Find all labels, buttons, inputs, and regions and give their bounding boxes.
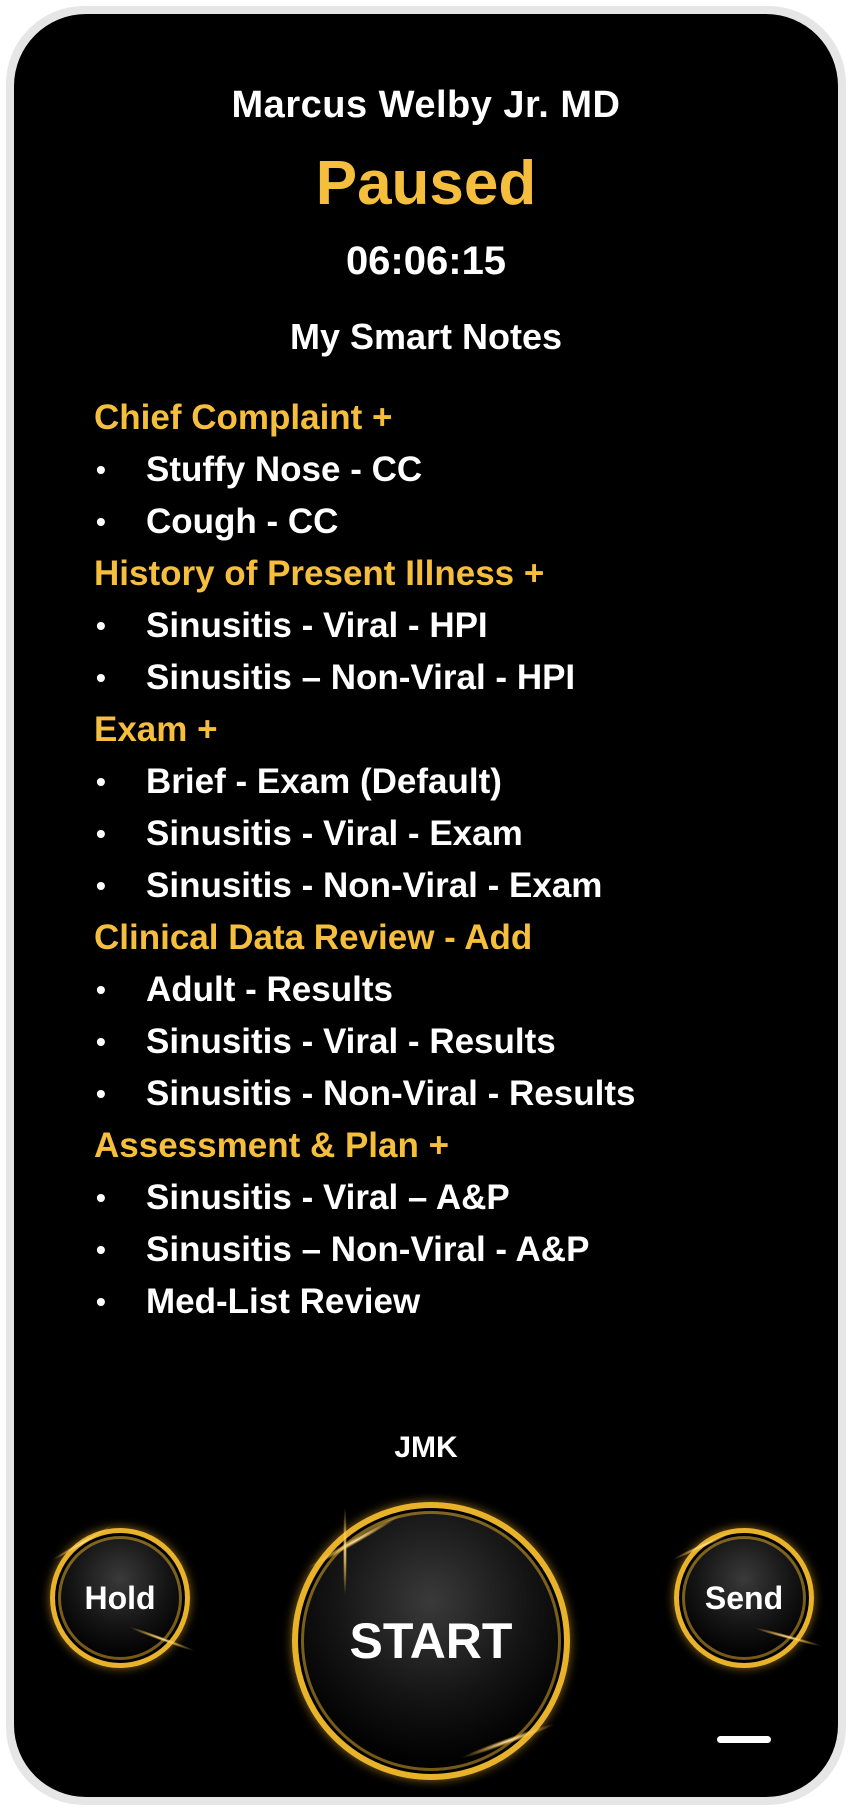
note-item[interactable]	[94, 1276, 814, 1328]
note-item-label: Sinusitis - Non-Viral - Exam	[146, 866, 603, 905]
bullet-icon: •	[96, 1078, 106, 1109]
note-item-label: Sinusitis – Non-Viral - HPI	[146, 658, 576, 697]
app-screen	[14, 14, 838, 1797]
bullet-icon: •	[96, 1026, 106, 1057]
section-heading-clinical-data-review[interactable]: Clinical Data Review - Add	[94, 918, 533, 957]
bullet-icon: •	[96, 1234, 106, 1265]
note-item-label: Sinusitis - Non-Viral - Results	[146, 1074, 636, 1113]
phone-frame	[6, 6, 846, 1805]
bullet-icon: •	[96, 454, 106, 485]
start-button[interactable]	[292, 1502, 570, 1780]
note-item-label: Sinusitis - Viral - HPI	[146, 606, 488, 645]
bullet-icon: •	[96, 1182, 106, 1213]
section-heading-assessment-plan[interactable]: Assessment & Plan +	[94, 1126, 450, 1165]
note-item[interactable]	[94, 1224, 814, 1276]
note-item-label: Sinusitis - Viral - Exam	[146, 814, 523, 853]
smart-notes-title: My Smart Notes	[289, 316, 563, 357]
note-item[interactable]	[94, 652, 814, 704]
sparkle-icon	[343, 1506, 347, 1596]
note-item-label: Med-List Review	[146, 1282, 421, 1321]
note-item-label: Sinusitis - Viral - Results	[146, 1022, 556, 1061]
send-button-label: Send	[704, 1579, 784, 1616]
session-timer: 06:06:15	[345, 239, 507, 283]
home-indicator[interactable]	[717, 1736, 771, 1743]
note-item[interactable]	[94, 756, 814, 808]
sparkle-icon	[460, 1721, 556, 1761]
note-item[interactable]	[94, 808, 814, 860]
bullet-icon: •	[96, 974, 106, 1005]
doctor-name: Marcus Welby Jr. MD	[231, 84, 621, 126]
sparkle-icon	[306, 1511, 404, 1571]
user-initials: JMK	[394, 1431, 458, 1464]
sparkle-icon	[51, 1524, 114, 1562]
section-heading-hpi[interactable]: History of Present Illness +	[94, 554, 545, 593]
start-button-label: START	[349, 1613, 513, 1669]
note-item-label: Sinusitis - Viral – A&P	[146, 1178, 510, 1217]
recording-status: Paused	[315, 149, 537, 218]
note-item[interactable]	[94, 1172, 814, 1224]
note-item[interactable]	[94, 496, 814, 548]
smart-notes-list	[94, 392, 814, 1328]
note-item-label: Brief - Exam (Default)	[146, 762, 502, 801]
bullet-icon: •	[96, 506, 106, 537]
note-item[interactable]	[94, 860, 814, 912]
note-item-label: Sinusitis – Non-Viral - A&P	[146, 1230, 590, 1269]
sparkle-icon	[671, 1528, 736, 1561]
bullet-icon: •	[96, 870, 106, 901]
note-item-label: Stuffy Nose - CC	[146, 450, 423, 489]
bullet-icon: •	[96, 766, 106, 797]
note-item[interactable]	[94, 964, 814, 1016]
send-button[interactable]	[674, 1528, 814, 1668]
bullet-icon: •	[96, 662, 106, 693]
section-heading-chief-complaint[interactable]: Chief Complaint +	[94, 398, 393, 437]
bullet-icon: •	[96, 610, 106, 641]
note-item[interactable]	[94, 1016, 814, 1068]
note-item-label: Adult - Results	[146, 970, 393, 1009]
sparkle-icon	[128, 1625, 195, 1653]
sparkle-icon	[754, 1626, 823, 1648]
bullet-icon: •	[96, 818, 106, 849]
note-item[interactable]	[94, 444, 814, 496]
note-item[interactable]	[94, 1068, 814, 1120]
note-item-label: Cough - CC	[146, 502, 339, 541]
section-heading-exam[interactable]: Exam +	[94, 710, 218, 749]
bullet-icon: •	[96, 1286, 106, 1317]
hold-button[interactable]	[50, 1528, 190, 1668]
hold-button-label: Hold	[84, 1579, 156, 1616]
note-item[interactable]	[94, 600, 814, 652]
